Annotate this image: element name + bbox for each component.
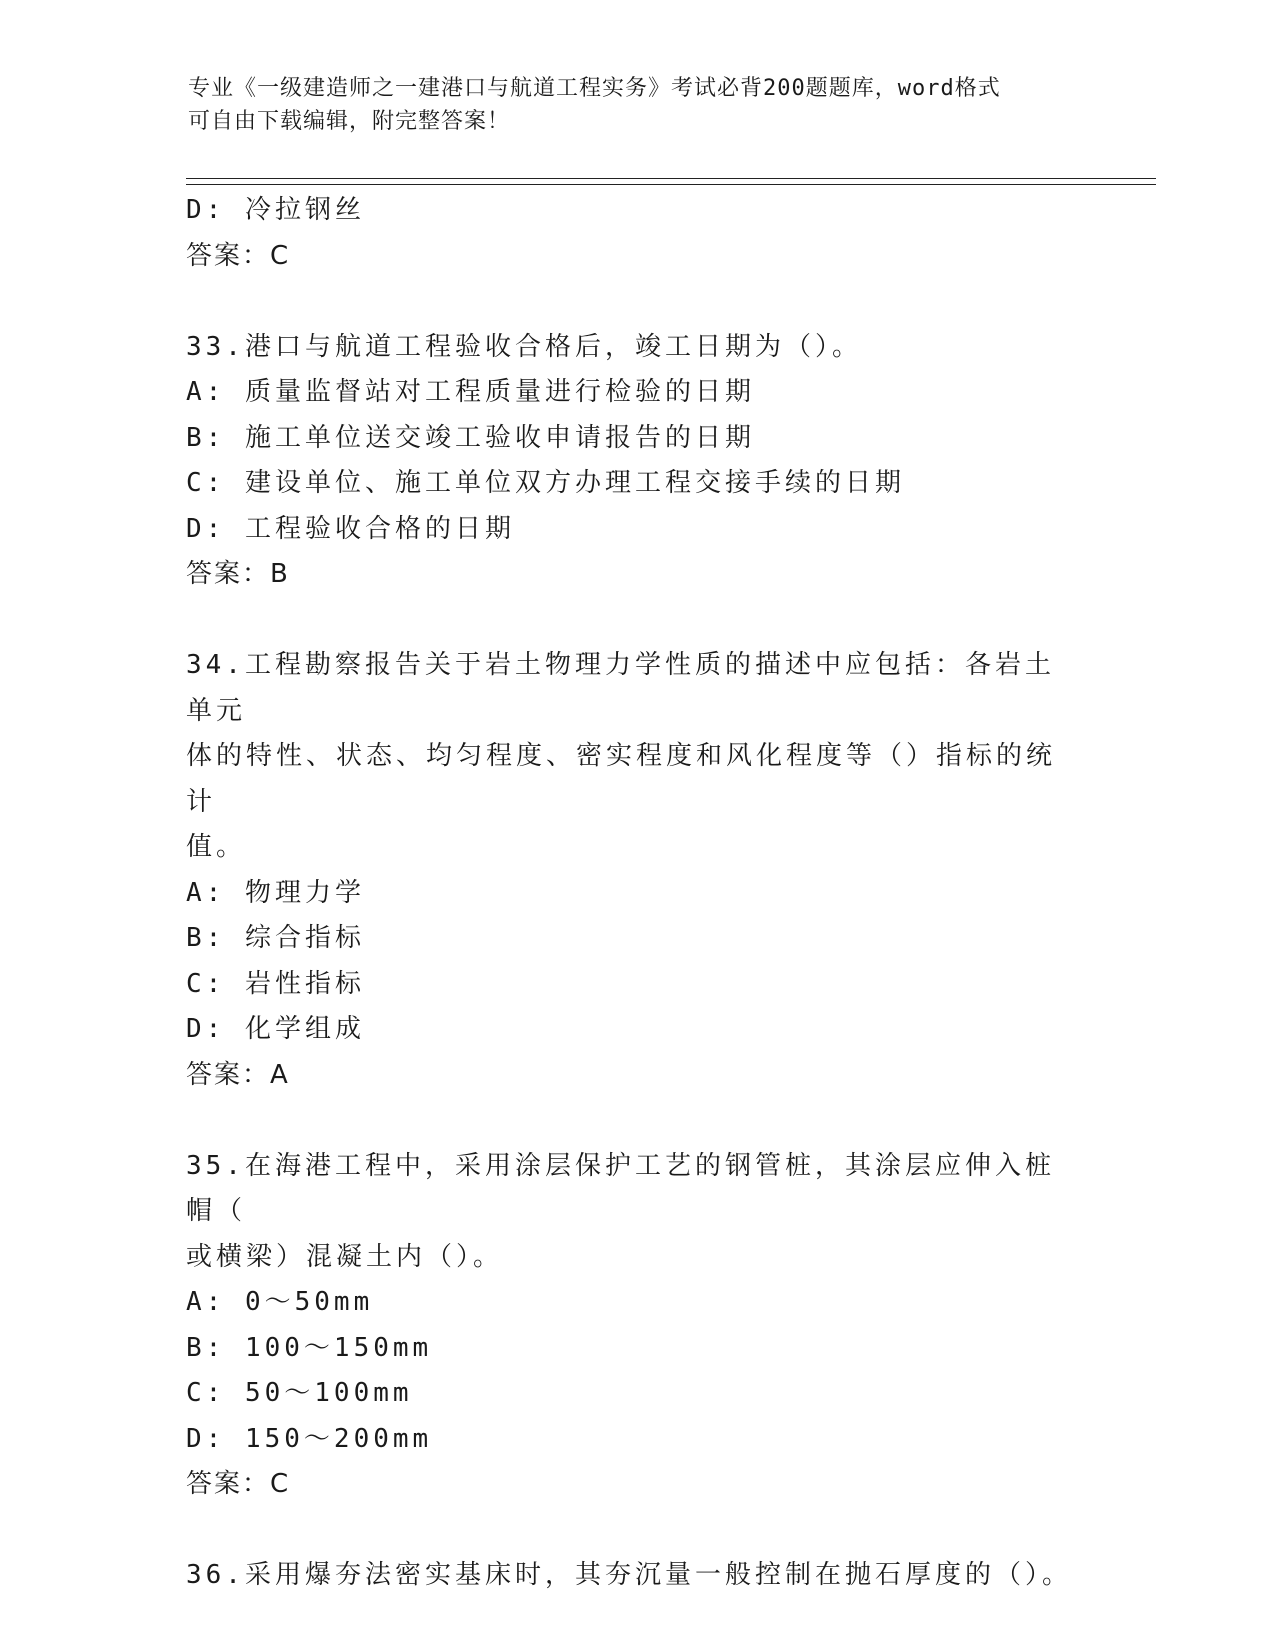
spacer: [186, 598, 1086, 644]
answer-line: 答案：A: [186, 1059, 290, 1090]
question-34: [186, 643, 1086, 1098]
document-body: [186, 188, 1086, 1599]
option-c: C: 岩性指标: [186, 968, 365, 999]
option-d: D: 150～200mm: [186, 1423, 433, 1454]
answer-line: 答案：B: [186, 559, 290, 589]
option-b: B: 施工单位送交竣工验收申请报告的日期: [186, 422, 755, 453]
option-d: D: 冷拉钢丝: [186, 195, 365, 225]
option-b: B: 100～150mm: [186, 1332, 433, 1363]
question-stem: 33.港口与航道工程验收合格后，竣工日期为（）。: [186, 331, 862, 362]
option-a: A: 质量监督站对工程质量进行检验的日期: [186, 377, 755, 407]
question-stem: 36.采用爆夯法密实基床时，其夯沉量一般控制在抛石厚度的（）。: [186, 1560, 1072, 1590]
question-stem-line-2: 体的特性、状态、均匀程度、密实程度和风化程度等（）指标的统计: [186, 741, 1057, 817]
header-line-2: 可自由下载编辑，附完整答案！: [188, 109, 511, 134]
option-d: D: 工程验收合格的日期: [186, 513, 515, 544]
spacer: [186, 1098, 1086, 1144]
question-33: [186, 325, 1086, 598]
question-stem-line-1: 34.工程勘察报告关于岩土物理力学性质的描述中应包括：各岩土单元: [186, 650, 1055, 726]
answer-line: 答案：C: [186, 240, 291, 271]
option-c: C: 50～100mm: [186, 1378, 413, 1408]
header-line-1: 专业《一级建造师之一建港口与航道工程实务》考试必背200题题库，word格式: [188, 76, 1001, 101]
spacer: [186, 1508, 1086, 1554]
option-d: D: 化学组成: [186, 1014, 365, 1044]
option-c: C: 建设单位、施工单位双方办理工程交接手续的日期: [186, 468, 905, 498]
question-stem-line-3: 值。: [186, 832, 247, 862]
question-36: [186, 1553, 1086, 1599]
question-stem-line-2: 或横梁）混凝土内（）。: [186, 1241, 504, 1272]
header-divider: [186, 178, 1156, 185]
option-b: B: 综合指标: [186, 923, 365, 953]
prev-question: [186, 188, 1086, 279]
page-header: [188, 72, 1088, 138]
question-stem-line-1: 35.在海港工程中，采用涂层保护工艺的钢管桩，其涂层应伸入桩帽（: [186, 1150, 1055, 1226]
question-35: [186, 1144, 1086, 1508]
spacer: [186, 279, 1086, 325]
answer-line: 答案：C: [186, 1469, 291, 1499]
option-a: A: 0～50mm: [186, 1287, 374, 1317]
option-a: A: 物理力学: [186, 877, 365, 908]
